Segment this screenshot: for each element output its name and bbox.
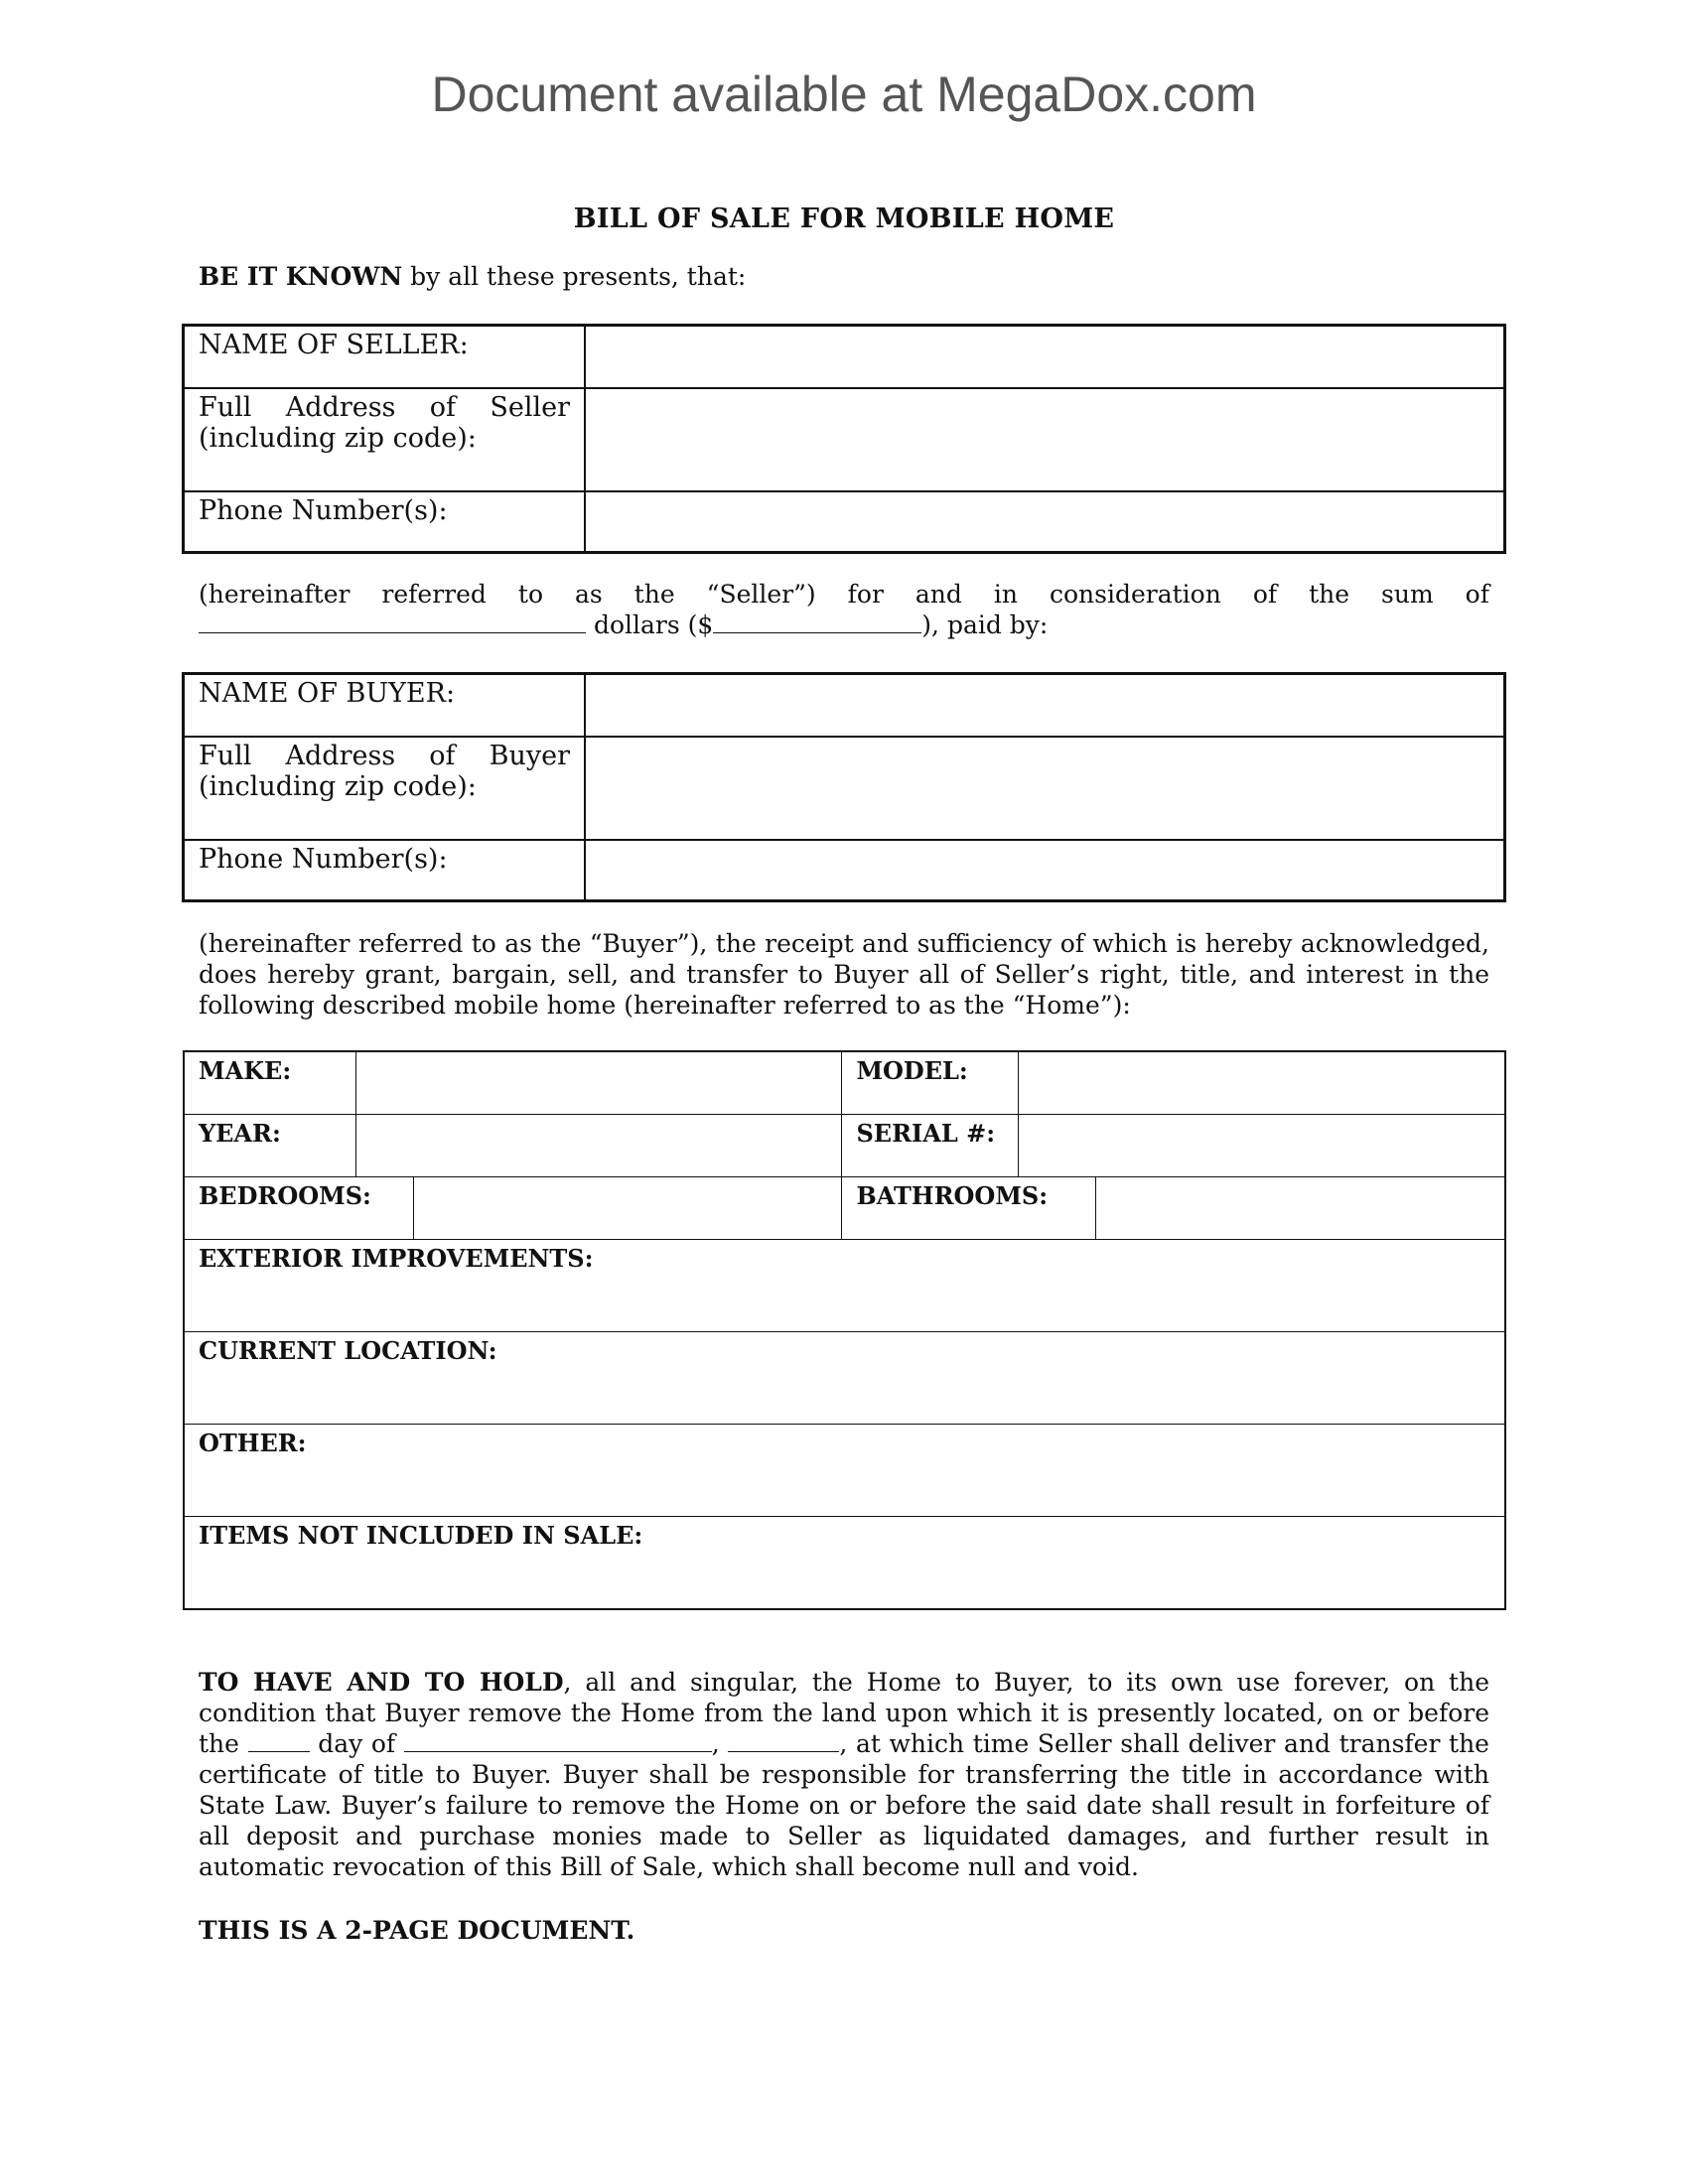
- buyer-phone-label: Phone Number(s):: [184, 840, 586, 901]
- seller-name-field[interactable]: [585, 326, 1505, 388]
- consideration-line1: (hereinafter referred to as the “Seller”) for and in consideration of the sum of: [199, 580, 1489, 609]
- month-blank[interactable]: [404, 1729, 712, 1752]
- day-blank[interactable]: [248, 1729, 310, 1752]
- hold-text-2: day of: [309, 1729, 404, 1758]
- make-field[interactable]: [356, 1051, 842, 1115]
- home-details-table: [183, 1050, 1506, 1610]
- bedrooms-field[interactable]: [414, 1177, 842, 1240]
- buyer-address-field[interactable]: [585, 737, 1505, 840]
- buyer-table: [182, 672, 1506, 902]
- document-title: BILL OF SALE FOR MOBILE HOME: [573, 204, 1115, 234]
- seller-table: [182, 324, 1506, 554]
- watermark-banner: Document available at MegaDox.com: [431, 67, 1257, 122]
- buyer-address-label: Full Address of Buyer (including zip code):: [184, 737, 586, 840]
- buyer-name-label: NAME OF BUYER:: [184, 674, 586, 737]
- seller-name-label: NAME OF SELLER:: [184, 326, 586, 388]
- intro-bold: BE IT KNOWN: [199, 262, 403, 291]
- page-count-note: THIS IS A 2-PAGE DOCUMENT.: [199, 1916, 635, 1945]
- to-have-and-hold-paragraph: [199, 1667, 1489, 1882]
- make-label: MAKE:: [184, 1051, 356, 1115]
- hold-text-4: , at which time Seller shall deliver and transfer the certificate of title to Buyer. Buyer shall be responsible for transferring the title in accordance with State Law. Buyer’s failure to remove the Home on or before the said date shall result in forfeiture of all deposit and purchase monies made to Seller as liquidated damages, and further result in automatic revocation of this Bill of Sale, which shall become null and void.: [199, 1729, 1489, 1881]
- other-label: OTHER:: [199, 1429, 307, 1457]
- grant-paragraph: (hereinafter referred to as the “Buyer”), the receipt and sufficiency of which is hereby acknowledged, does hereby grant, bargain, sell, and transfer to Buyer all of Seller’s right, title, and interest in the following described mobile home (hereinafter referred to as the “Home”):: [199, 929, 1489, 1020]
- intro-rest: by all these presents, that:: [402, 262, 747, 291]
- items-not-included-field[interactable]: [184, 1517, 1505, 1610]
- serial-label: SERIAL #:: [842, 1115, 1019, 1177]
- year-field[interactable]: [356, 1115, 842, 1177]
- year-blank[interactable]: [728, 1729, 839, 1752]
- year-label: YEAR:: [184, 1115, 356, 1177]
- items-not-included-label: ITEMS NOT INCLUDED IN SALE:: [199, 1521, 643, 1550]
- seller-address-label: Full Address of Seller (including zip code):: [184, 388, 586, 491]
- hold-text-3: ,: [711, 1729, 729, 1758]
- current-location-field[interactable]: [184, 1332, 1505, 1425]
- other-field[interactable]: [184, 1425, 1505, 1517]
- bathrooms-field[interactable]: [1096, 1177, 1505, 1240]
- model-label: MODEL:: [842, 1051, 1019, 1115]
- consideration-line2: [199, 610, 1489, 640]
- buyer-name-field[interactable]: [585, 674, 1505, 737]
- paid-by-text: ), paid by:: [921, 611, 1049, 639]
- intro-line: [199, 261, 1489, 292]
- sum-words-blank[interactable]: [199, 611, 586, 633]
- consideration-paragraph: [199, 579, 1489, 640]
- seller-phone-label: Phone Number(s):: [184, 491, 586, 553]
- exterior-improvements-label: EXTERIOR IMPROVEMENTS:: [199, 1244, 594, 1273]
- serial-field[interactable]: [1019, 1115, 1505, 1177]
- seller-address-field[interactable]: [585, 388, 1505, 491]
- seller-phone-field[interactable]: [585, 491, 1505, 553]
- bathrooms-label: BATHROOMS:: [842, 1177, 1096, 1240]
- dollars-text: dollars ($: [586, 611, 714, 639]
- exterior-improvements-field[interactable]: [184, 1240, 1505, 1332]
- model-field[interactable]: [1019, 1051, 1505, 1115]
- bedrooms-label: BEDROOMS:: [184, 1177, 414, 1240]
- hold-bold: TO HAVE AND TO HOLD: [199, 1668, 564, 1697]
- current-location-label: CURRENT LOCATION:: [199, 1336, 497, 1365]
- buyer-phone-field[interactable]: [585, 840, 1505, 901]
- sum-amount-blank[interactable]: [713, 611, 921, 633]
- hold-text-1: , all and singular, the Home to Buyer, to its own use forever, on the condition that Buyer remove the Home from the land upon which it is presently located, on or before the: [199, 1668, 1489, 1758]
